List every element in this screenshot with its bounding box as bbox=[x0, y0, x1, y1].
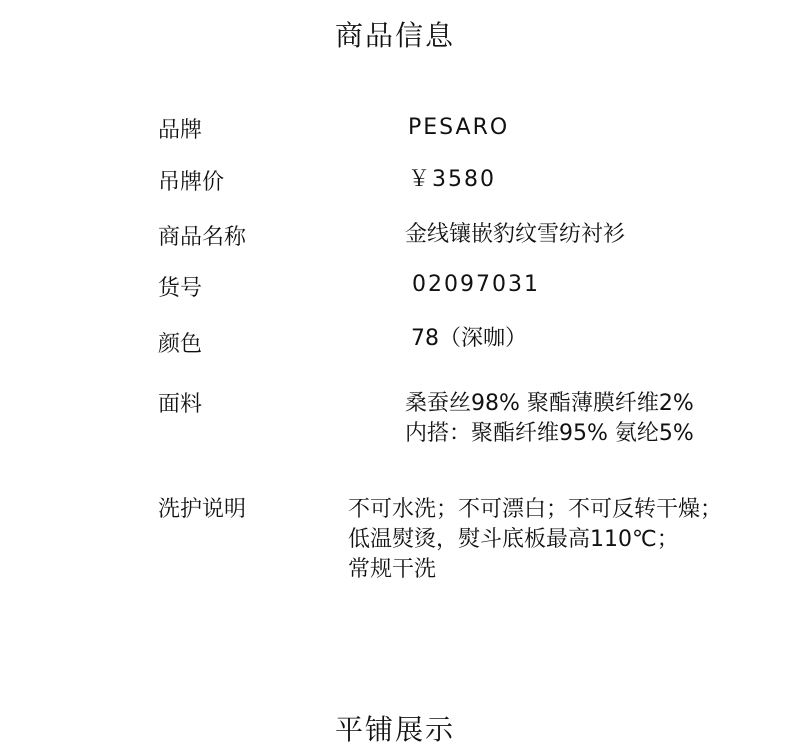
fabric-line: 内搭：聚酯纤维95% 氨纶5% bbox=[405, 421, 694, 446]
value-item-number: 02097031 bbox=[412, 272, 540, 297]
fabric-line: 桑蚕丝98% 聚酯薄膜纤维2% bbox=[405, 391, 694, 416]
section-title-product-info: 商品信息 bbox=[334, 19, 455, 52]
value-color: 78（深咖） bbox=[411, 326, 527, 351]
label-care: 洗护说明 bbox=[158, 497, 247, 522]
label-product-name: 商品名称 bbox=[158, 225, 247, 250]
label-item-number: 货号 bbox=[158, 276, 203, 301]
value-brand: PESARO bbox=[408, 115, 510, 140]
value-tag-price: ￥3580 bbox=[408, 167, 496, 192]
section-title-flat-display: 平铺展示 bbox=[334, 713, 455, 746]
label-tag-price: 吊牌价 bbox=[158, 170, 225, 195]
value-fabric bbox=[405, 389, 694, 449]
value-care bbox=[348, 495, 722, 585]
care-line: 常规干洗 bbox=[348, 557, 437, 582]
label-fabric: 面料 bbox=[158, 392, 203, 417]
label-brand: 品牌 bbox=[158, 118, 203, 143]
label-color: 颜色 bbox=[158, 332, 203, 357]
care-line: 低温熨烫，熨斗底板最高110℃； bbox=[348, 527, 679, 552]
care-line: 不可水洗；不可漂白；不可反转干燥； bbox=[348, 497, 723, 522]
value-product-name: 金线镶嵌豹纹雪纺衬衫 bbox=[405, 222, 626, 247]
